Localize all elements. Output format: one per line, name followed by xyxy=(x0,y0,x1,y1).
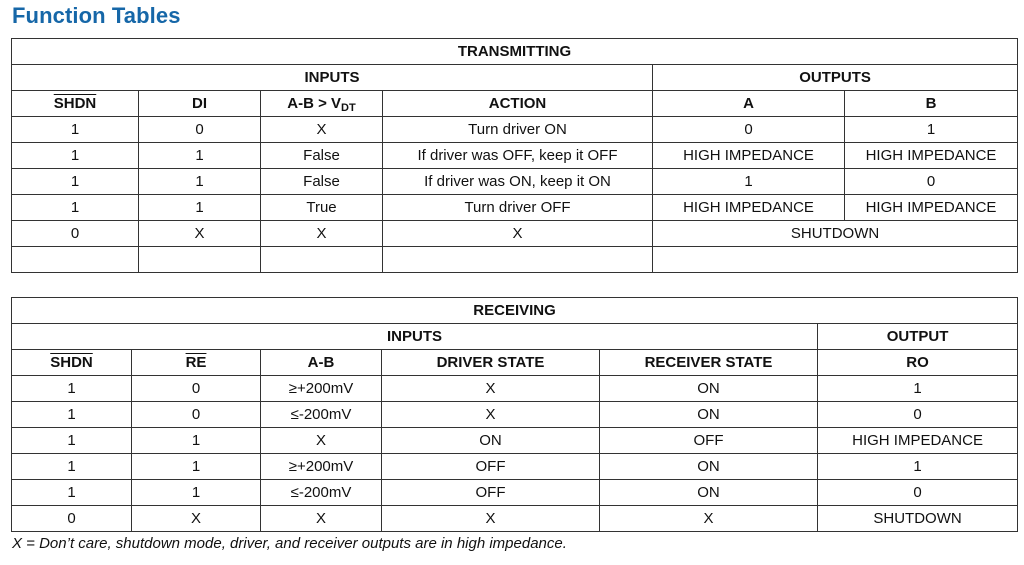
table-row xyxy=(12,506,1018,532)
inputs-group-header: INPUTS xyxy=(12,324,818,350)
cell-action: X xyxy=(383,221,653,247)
col-header-driver-state: DRIVER STATE xyxy=(382,350,600,376)
cell-re: 1 xyxy=(132,454,261,480)
cell-empty xyxy=(261,247,383,273)
cell-shdn: 1 xyxy=(12,195,139,221)
re-label: $\overline{RE}$ xyxy=(185,354,207,371)
cell-di: 0 xyxy=(139,117,261,143)
outputs-group-header: OUTPUTS xyxy=(653,65,1018,91)
cell-ab: False xyxy=(261,169,383,195)
table-row xyxy=(12,195,1018,221)
cell-receiver-state: ON xyxy=(600,402,818,428)
table-header-row xyxy=(12,350,1018,376)
cell-shdn: 1 xyxy=(12,376,132,402)
table-row xyxy=(12,402,1018,428)
table-row-shutdown xyxy=(12,221,1018,247)
cell-di: X xyxy=(139,221,261,247)
cell-shdn: 1 xyxy=(12,117,139,143)
col-header-a: A xyxy=(653,91,845,117)
table-row xyxy=(12,480,1018,506)
shdn-label: SHDN xyxy=(50,354,93,371)
table-header-row xyxy=(12,91,1018,117)
cell-ro: 1 xyxy=(818,376,1018,402)
cell-shdn: 1 xyxy=(12,454,132,480)
cell-outputs-shutdown: SHUTDOWN xyxy=(653,221,1018,247)
cell-re: 0 xyxy=(132,402,261,428)
cell-shdn: 1 xyxy=(12,428,132,454)
cell-shdn: 1 xyxy=(12,169,139,195)
table-group-header-row xyxy=(12,65,1018,91)
table-row xyxy=(12,169,1018,195)
cell-di: 1 xyxy=(139,143,261,169)
cell-action: Turn driver OFF xyxy=(383,195,653,221)
cell-action: If driver was OFF, keep it OFF xyxy=(383,143,653,169)
col-header-ab-vdt xyxy=(261,91,383,117)
cell-re: 1 xyxy=(132,428,261,454)
cell-b: 1 xyxy=(845,117,1018,143)
cell-di: 1 xyxy=(139,169,261,195)
table-row xyxy=(12,454,1018,480)
cell-ab: X xyxy=(261,221,383,247)
cell-a: 1 xyxy=(653,169,845,195)
col-header-ro: RO xyxy=(818,350,1018,376)
cell-ab: False xyxy=(261,143,383,169)
cell-driver-state: OFF xyxy=(382,480,600,506)
cell-shdn: 1 xyxy=(12,402,132,428)
table-row-empty xyxy=(12,247,1018,273)
cell-receiver-state: X xyxy=(600,506,818,532)
cell-b: 0 xyxy=(845,169,1018,195)
cell-ab: X xyxy=(261,506,382,532)
table-row xyxy=(12,376,1018,402)
cell-ab: ≤-200mV xyxy=(261,480,382,506)
table-row xyxy=(12,117,1018,143)
cell-receiver-state: OFF xyxy=(600,428,818,454)
cell-re: X xyxy=(132,506,261,532)
table-row xyxy=(12,428,1018,454)
col-header-shdn xyxy=(12,350,132,376)
footnote: X = Don’t care, shutdown mode, driver, and receiver outputs are in high impedance. xyxy=(12,535,567,552)
cell-driver-state: X xyxy=(382,376,600,402)
cell-di: 1 xyxy=(139,195,261,221)
cell-re: 1 xyxy=(132,480,261,506)
cell-driver-state: X xyxy=(382,506,600,532)
cell-action: Turn driver ON xyxy=(383,117,653,143)
receiving-table xyxy=(11,297,1018,532)
col-header-action: ACTION xyxy=(383,91,653,117)
col-header-receiver-state: RECEIVER STATE xyxy=(600,350,818,376)
cell-a: HIGH IMPEDANCE xyxy=(653,195,845,221)
cell-receiver-state: ON xyxy=(600,376,818,402)
transmitting-table xyxy=(11,38,1018,273)
table-caption-row xyxy=(12,298,1018,324)
table-group-header-row xyxy=(12,324,1018,350)
page-title: Function Tables xyxy=(12,3,181,28)
cell-ab: X xyxy=(261,428,382,454)
shdn-label: SHDN xyxy=(53,95,97,112)
receiving-caption: RECEIVING xyxy=(12,298,1018,324)
cell-a: 0 xyxy=(653,117,845,143)
cell-shdn: 1 xyxy=(12,480,132,506)
col-header-b: B xyxy=(845,91,1018,117)
cell-ro: 0 xyxy=(818,402,1018,428)
cell-ro: 0 xyxy=(818,480,1018,506)
inputs-group-header: INPUTS xyxy=(12,65,653,91)
cell-ro: HIGH IMPEDANCE xyxy=(818,428,1018,454)
cell-ab: ≤-200mV xyxy=(261,402,382,428)
table-row xyxy=(12,143,1018,169)
cell-driver-state: X xyxy=(382,402,600,428)
cell-empty xyxy=(139,247,261,273)
cell-re: 0 xyxy=(132,376,261,402)
cell-ro: 1 xyxy=(818,454,1018,480)
cell-ab: X xyxy=(261,117,383,143)
table-caption-row xyxy=(12,39,1018,65)
cell-driver-state: OFF xyxy=(382,454,600,480)
cell-receiver-state: ON xyxy=(600,480,818,506)
cell-ro: SHUTDOWN xyxy=(818,506,1018,532)
cell-ab: ≥+200mV xyxy=(261,454,382,480)
vdt-subscript: DT xyxy=(341,102,356,114)
transmitting-caption: TRANSMITTING xyxy=(12,39,1018,65)
cell-shdn: 0 xyxy=(12,506,132,532)
output-group-header: OUTPUT xyxy=(818,324,1018,350)
col-header-re xyxy=(132,350,261,376)
cell-b: HIGH IMPEDANCE xyxy=(845,195,1018,221)
cell-ab: ≥+200mV xyxy=(261,376,382,402)
cell-empty xyxy=(653,247,1018,273)
cell-action: If driver was ON, keep it ON xyxy=(383,169,653,195)
cell-ab: True xyxy=(261,195,383,221)
cell-driver-state: ON xyxy=(382,428,600,454)
cell-empty xyxy=(12,247,139,273)
cell-b: HIGH IMPEDANCE xyxy=(845,143,1018,169)
cell-shdn: 0 xyxy=(12,221,139,247)
ab-prefix: A-B > V xyxy=(287,95,342,112)
cell-receiver-state: ON xyxy=(600,454,818,480)
cell-empty xyxy=(383,247,653,273)
col-header-ab: A-B xyxy=(261,350,382,376)
cell-shdn: 1 xyxy=(12,143,139,169)
col-header-shdn xyxy=(12,91,139,117)
col-header-di: DI xyxy=(139,91,261,117)
cell-a: HIGH IMPEDANCE xyxy=(653,143,845,169)
